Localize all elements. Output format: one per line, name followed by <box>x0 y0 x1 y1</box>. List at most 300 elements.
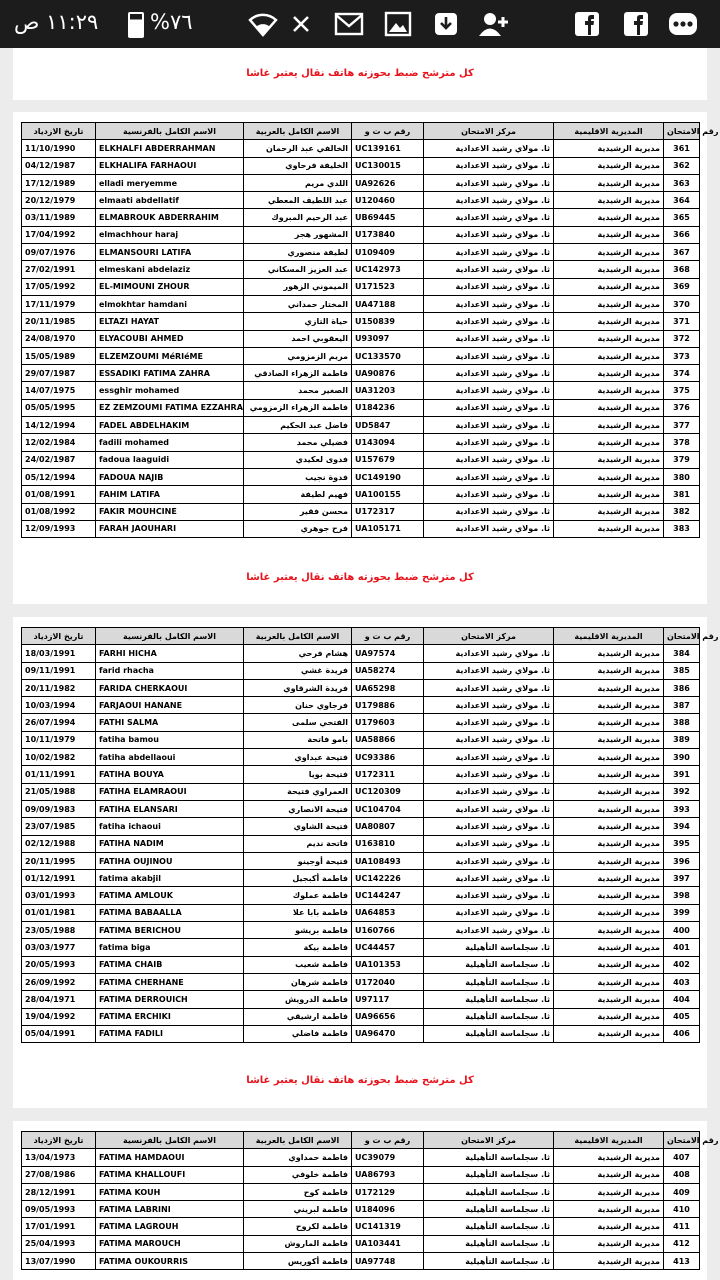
exam-center-cell: ثا. سجلماسة التأهيلية <box>424 973 554 990</box>
name-fr-cell: elmaati abdellatif <box>96 192 244 209</box>
directorate-cell: مديرية الرشيدية <box>554 679 664 696</box>
exam-center-cell: ثا. سجلماسة التأهيلية <box>424 1218 554 1235</box>
name-ar-cell: فاطمة عملوك <box>244 887 352 904</box>
exam-center-cell: ثا. مولاي رشيد الاعدادية <box>424 904 554 921</box>
code-cell: UC149190 <box>352 468 424 485</box>
name-fr-cell: FATIMA KHALLOUFI <box>96 1166 244 1183</box>
add-user-icon <box>479 10 509 38</box>
directorate-cell: مديرية الرشيدية <box>554 818 664 835</box>
header-center: مركز الامتحان <box>424 628 554 645</box>
code-cell: UC39079 <box>352 1149 424 1166</box>
directorate-cell: مديرية الرشيدية <box>554 1025 664 1042</box>
name-ar-cell: حياة التازي <box>244 313 352 330</box>
header-date: تاريخ الازدياد <box>22 628 96 645</box>
exam-number-cell: 410 <box>664 1201 700 1218</box>
directorate-cell: مديرية الرشيدية <box>554 209 664 226</box>
name-fr-cell: FATIMA MAROUCH <box>96 1235 244 1252</box>
code-cell: UA86793 <box>352 1166 424 1183</box>
exam-center-cell: ثا. مولاي رشيد الاعدادية <box>424 503 554 520</box>
directorate-cell: مديرية الرشيدية <box>554 382 664 399</box>
directorate-cell: مديرية الرشيدية <box>554 451 664 468</box>
directorate-cell: مديرية الرشيدية <box>554 1235 664 1252</box>
table-row <box>22 800 700 817</box>
header-center: مركز الامتحان <box>424 123 554 140</box>
birth-date-cell: 17/12/1989 <box>22 174 96 191</box>
exam-center-cell: ثا. سجلماسة التأهيلية <box>424 1166 554 1183</box>
birth-date-cell: 14/12/1994 <box>22 417 96 434</box>
table-row <box>22 870 700 887</box>
directorate-cell: مديرية الرشيدية <box>554 973 664 990</box>
code-cell: U93097 <box>352 330 424 347</box>
exam-center-cell: ثا. مولاي رشيد الاعدادية <box>424 697 554 714</box>
code-cell: U172040 <box>352 973 424 990</box>
exam-number-cell: 375 <box>664 382 700 399</box>
directorate-cell: مديرية الرشيدية <box>554 645 664 662</box>
name-ar-cell: فرجاوي حنان <box>244 697 352 714</box>
name-ar-cell: فاطمة حمداوي <box>244 1149 352 1166</box>
birth-date-cell: 05/04/1991 <box>22 1025 96 1042</box>
exam-number-cell: 370 <box>664 295 700 312</box>
birth-date-cell: 26/07/1994 <box>22 714 96 731</box>
directorate-cell: مديرية الرشيدية <box>554 697 664 714</box>
name-ar-cell: فاطمة شرهان <box>244 973 352 990</box>
exam-number-cell: 372 <box>664 330 700 347</box>
name-ar-cell: فتيحة بويا <box>244 766 352 783</box>
battery-icon <box>128 12 144 38</box>
header-exam-no: رقم الامتحان <box>664 1132 700 1149</box>
table-row <box>22 278 700 295</box>
table-row <box>22 731 700 748</box>
name-ar-cell: اللدي مريم <box>244 174 352 191</box>
table-row <box>22 973 700 990</box>
header-name-fr: الاسم الكامل بالفرنسية <box>96 123 244 140</box>
notice-text: كل مترشح ضبط بحوزته هاتف نقال يعتبر غاشا <box>246 572 474 583</box>
name-fr-cell: FATIMA DERROUICH <box>96 991 244 1008</box>
code-cell: UC139161 <box>352 140 424 157</box>
birth-date-cell: 17/01/1991 <box>22 1218 96 1235</box>
directorate-cell: مديرية الرشيدية <box>554 157 664 174</box>
exam-center-cell: ثا. مولاي رشيد الاعدادية <box>424 434 554 451</box>
name-ar-cell: فاطمة فاضلي <box>244 1025 352 1042</box>
table-row <box>22 991 700 1008</box>
exam-center-cell: ثا. مولاي رشيد الاعدادية <box>424 818 554 835</box>
gmail-icon <box>334 10 364 38</box>
birth-date-cell: 10/03/1994 <box>22 697 96 714</box>
birth-date-cell: 01/11/1991 <box>22 766 96 783</box>
exam-center-cell: ثا. مولاي رشيد الاعدادية <box>424 731 554 748</box>
exam-number-cell: 371 <box>664 313 700 330</box>
name-fr-cell: elmokhtar hamdani <box>96 295 244 312</box>
directorate-cell: مديرية الرشيدية <box>554 174 664 191</box>
header-exam-no: رقم الامتحان <box>664 628 700 645</box>
exam-center-cell: ثا. مولاي رشيد الاعدادية <box>424 800 554 817</box>
header-directorate: المديرية الاقليمية <box>554 123 664 140</box>
name-ar-cell: عبد الرحيم المبروك <box>244 209 352 226</box>
name-fr-cell: FATIMA BABAALLA <box>96 904 244 921</box>
name-fr-cell: fatiha bamou <box>96 731 244 748</box>
header-code: رقم ب ت و <box>352 628 424 645</box>
exam-number-cell: 389 <box>664 731 700 748</box>
exam-number-cell: 369 <box>664 278 700 295</box>
table-row <box>22 1218 700 1235</box>
birth-date-cell: 27/08/1986 <box>22 1166 96 1183</box>
code-cell: UC93386 <box>352 749 424 766</box>
exam-center-cell: ثا. سجلماسة التأهيلية <box>424 1025 554 1042</box>
table-row <box>22 783 700 800</box>
code-cell: U157679 <box>352 451 424 468</box>
birth-date-cell: 11/10/1990 <box>22 140 96 157</box>
exam-center-cell: ثا. مولاي رشيد الاعدادية <box>424 645 554 662</box>
document-page <box>13 48 707 100</box>
exam-center-cell: ثا. مولاي رشيد الاعدادية <box>424 226 554 243</box>
exam-center-cell: ثا. مولاي رشيد الاعدادية <box>424 174 554 191</box>
exam-number-cell: 388 <box>664 714 700 731</box>
exam-center-cell: ثا. مولاي رشيد الاعدادية <box>424 417 554 434</box>
directorate-cell: مديرية الرشيدية <box>554 486 664 503</box>
name-ar-cell: فاطمة ارشيقي <box>244 1008 352 1025</box>
name-fr-cell: FATIMA CHERHANE <box>96 973 244 990</box>
directorate-cell: مديرية الرشيدية <box>554 783 664 800</box>
header-name-fr: الاسم الكامل بالفرنسية <box>96 628 244 645</box>
name-ar-cell: محسن فقير <box>244 503 352 520</box>
directorate-cell: مديرية الرشيدية <box>554 278 664 295</box>
code-cell: UA90876 <box>352 365 424 382</box>
name-fr-cell: FATIHA ELANSARI <box>96 800 244 817</box>
birth-date-cell: 21/05/1988 <box>22 783 96 800</box>
exam-center-cell: ثا. مولاي رشيد الاعدادية <box>424 451 554 468</box>
birth-date-cell: 20/11/1995 <box>22 852 96 869</box>
directorate-cell: مديرية الرشيدية <box>554 313 664 330</box>
name-fr-cell: fatiha abdellaoui <box>96 749 244 766</box>
code-cell: U173840 <box>352 226 424 243</box>
name-ar-cell: هشام فرحي <box>244 645 352 662</box>
name-ar-cell: فضيلي محمد <box>244 434 352 451</box>
birth-date-cell: 19/04/1992 <box>22 1008 96 1025</box>
name-fr-cell: FARIDA CHERKAOUI <box>96 679 244 696</box>
name-fr-cell: FATIMA CHAIB <box>96 956 244 973</box>
name-ar-cell: اليعقوبي احمد <box>244 330 352 347</box>
birth-date-cell: 26/09/1992 <box>22 973 96 990</box>
exam-number-cell: 378 <box>664 434 700 451</box>
directorate-cell: مديرية الرشيدية <box>554 226 664 243</box>
name-fr-cell: FATIMA AMLOUK <box>96 887 244 904</box>
exam-center-cell: ثا. مولاي رشيد الاعدادية <box>424 870 554 887</box>
directorate-cell: مديرية الرشيدية <box>554 1183 664 1200</box>
birth-date-cell: 01/01/1981 <box>22 904 96 921</box>
name-ar-cell: الخالفي عبد الرحمان <box>244 140 352 157</box>
birth-date-cell: 24/02/1987 <box>22 451 96 468</box>
document-page <box>13 617 719 1108</box>
directorate-cell: مديرية الرشيدية <box>554 347 664 364</box>
exam-center-cell: ثا. مولاي رشيد الاعدادية <box>424 714 554 731</box>
download-icon <box>431 10 461 38</box>
name-ar-cell: الميموني الزهور <box>244 278 352 295</box>
directorate-cell: مديرية الرشيدية <box>554 870 664 887</box>
table-row <box>22 939 700 956</box>
code-cell: U184236 <box>352 399 424 416</box>
header-code: رقم ب ت و <box>352 123 424 140</box>
birth-date-cell: 20/11/1985 <box>22 313 96 330</box>
table-row <box>22 1201 700 1218</box>
table-row <box>22 1008 700 1025</box>
table-row <box>22 209 700 226</box>
name-ar-cell: فاطمة الدرويش <box>244 991 352 1008</box>
exam-center-cell: ثا. مولاي رشيد الاعدادية <box>424 244 554 261</box>
name-fr-cell: FARHI HICHA <box>96 645 244 662</box>
birth-date-cell: 15/05/1989 <box>22 347 96 364</box>
table-row <box>22 1149 700 1166</box>
exam-number-cell: 411 <box>664 1218 700 1235</box>
directorate-cell: مديرية الرشيدية <box>554 434 664 451</box>
directorate-cell: مديرية الرشيدية <box>554 956 664 973</box>
table-row <box>22 1183 700 1200</box>
header-code: رقم ب ت و <box>352 1132 424 1149</box>
birth-date-cell: 05/12/1994 <box>22 468 96 485</box>
name-ar-cell: فتيحة الانصاري <box>244 800 352 817</box>
birth-date-cell: 23/05/1988 <box>22 922 96 939</box>
code-cell: UA64853 <box>352 904 424 921</box>
exam-number-cell: 397 <box>664 870 700 887</box>
code-cell: UA47188 <box>352 295 424 312</box>
table-row <box>22 140 700 157</box>
exam-center-cell: ثا. مولاي رشيد الاعدادية <box>424 922 554 939</box>
birth-date-cell: 09/07/1976 <box>22 244 96 261</box>
exam-number-cell: 366 <box>664 226 700 243</box>
exam-center-cell: ثا. مولاي رشيد الاعدادية <box>424 887 554 904</box>
birth-date-cell: 10/02/1982 <box>22 749 96 766</box>
table-header-row <box>22 123 700 140</box>
birth-date-cell: 03/03/1977 <box>22 939 96 956</box>
code-cell: UA31203 <box>352 382 424 399</box>
code-cell: UA108493 <box>352 852 424 869</box>
birth-date-cell: 18/03/1991 <box>22 645 96 662</box>
exam-number-cell: 413 <box>664 1253 700 1270</box>
exam-number-cell: 361 <box>664 140 700 157</box>
directorate-cell: مديرية الرشيدية <box>554 922 664 939</box>
name-fr-cell: fatiha ichaoui <box>96 818 244 835</box>
exam-center-cell: ثا. سجلماسة التأهيلية <box>424 956 554 973</box>
birth-date-cell: 09/05/1993 <box>22 1201 96 1218</box>
directorate-cell: مديرية الرشيدية <box>554 1253 664 1270</box>
birth-date-cell: 03/11/1989 <box>22 209 96 226</box>
code-cell: UC130015 <box>352 157 424 174</box>
name-ar-cell: مريم الزمزومي <box>244 347 352 364</box>
exam-center-cell: ثا. مولاي رشيد الاعدادية <box>424 261 554 278</box>
exam-center-cell: ثا. مولاي رشيد الاعدادية <box>424 278 554 295</box>
table-header-row <box>22 1132 700 1149</box>
code-cell: UA97574 <box>352 645 424 662</box>
directorate-cell: مديرية الرشيدية <box>554 417 664 434</box>
name-ar-cell: فاطمة كوح <box>244 1183 352 1200</box>
status-bar <box>0 0 720 48</box>
code-cell: UA96656 <box>352 1008 424 1025</box>
table-row <box>22 417 700 434</box>
name-ar-cell: فاطمة بابا علا <box>244 904 352 921</box>
name-fr-cell: FATIHA OUJINOU <box>96 852 244 869</box>
table-row <box>22 486 700 503</box>
exam-center-cell: ثا. مولاي رشيد الاعدادية <box>424 399 554 416</box>
code-cell: U172317 <box>352 503 424 520</box>
code-cell: UA80807 <box>352 818 424 835</box>
more-icon <box>668 10 698 38</box>
birth-date-cell: 01/08/1992 <box>22 503 96 520</box>
table-row <box>22 1253 700 1270</box>
name-ar-cell: فاطمة الزهراء الزمزومي <box>244 399 352 416</box>
exam-center-cell: ثا. مولاي رشيد الاعدادية <box>424 192 554 209</box>
exam-center-cell: ثا. مولاي رشيد الاعدادية <box>424 330 554 347</box>
directorate-cell: مديرية الرشيدية <box>554 365 664 382</box>
code-cell: UA97748 <box>352 1253 424 1270</box>
directorate-cell: مديرية الرشيدية <box>554 261 664 278</box>
name-ar-cell: الفتحي سلمى <box>244 714 352 731</box>
name-fr-cell: FATIMA LABRINI <box>96 1201 244 1218</box>
birth-date-cell: 20/11/1982 <box>22 679 96 696</box>
header-date: تاريخ الازدياد <box>22 123 96 140</box>
name-fr-cell: FATHI SALMA <box>96 714 244 731</box>
exam-center-cell: ثا. مولاي رشيد الاعدادية <box>424 468 554 485</box>
code-cell: UC44457 <box>352 939 424 956</box>
code-cell: UA103441 <box>352 1235 424 1252</box>
exam-number-cell: 368 <box>664 261 700 278</box>
exam-center-cell: ثا. مولاي رشيد الاعدادية <box>424 662 554 679</box>
table-row <box>22 887 700 904</box>
name-ar-cell: العمراوي فتيحة <box>244 783 352 800</box>
exam-number-cell: 365 <box>664 209 700 226</box>
name-ar-cell: فاضل عبد الحكيم <box>244 417 352 434</box>
name-fr-cell: FADEL ABDELHAKIM <box>96 417 244 434</box>
birth-date-cell: 14/07/1975 <box>22 382 96 399</box>
header-center: مركز الامتحان <box>424 1132 554 1149</box>
clock: ١١:٢٩ ص <box>14 10 99 34</box>
table-row <box>22 503 700 520</box>
birth-date-cell: 01/12/1991 <box>22 870 96 887</box>
name-ar-cell: لطيفة منصوري <box>244 244 352 261</box>
table-row <box>22 192 700 209</box>
name-fr-cell: fatima akabjil <box>96 870 244 887</box>
table-row <box>22 520 700 537</box>
directorate-cell: مديرية الرشيدية <box>554 749 664 766</box>
birth-date-cell: 09/11/1991 <box>22 662 96 679</box>
table-header-row <box>22 628 700 645</box>
exam-number-cell: 399 <box>664 904 700 921</box>
table-row <box>22 645 700 662</box>
code-cell: UC133570 <box>352 347 424 364</box>
name-fr-cell: FATIHA NADIM <box>96 835 244 852</box>
exam-center-cell: ثا. سجلماسة التأهيلية <box>424 939 554 956</box>
directorate-cell: مديرية الرشيدية <box>554 503 664 520</box>
exam-center-cell: ثا. مولاي رشيد الاعدادية <box>424 852 554 869</box>
exam-center-cell: ثا. مولاي رشيد الاعدادية <box>424 365 554 382</box>
code-cell: U120460 <box>352 192 424 209</box>
birth-date-cell: 27/02/1991 <box>22 261 96 278</box>
exam-number-cell: 377 <box>664 417 700 434</box>
table-row <box>22 174 700 191</box>
exam-number-cell: 385 <box>664 662 700 679</box>
header-date: تاريخ الازدياد <box>22 1132 96 1149</box>
exam-center-cell: ثا. مولاي رشيد الاعدادية <box>424 783 554 800</box>
directorate-cell: مديرية الرشيدية <box>554 939 664 956</box>
birth-date-cell: 09/09/1983 <box>22 800 96 817</box>
name-fr-cell: ELKHALFI ABDERRAHMAN <box>96 140 244 157</box>
directorate-cell: مديرية الرشيدية <box>554 244 664 261</box>
exam-center-cell: ثا. مولاي رشيد الاعدادية <box>424 486 554 503</box>
table-row <box>22 852 700 869</box>
code-cell: U172129 <box>352 1183 424 1200</box>
name-ar-cell: فاطمة لبريني <box>244 1201 352 1218</box>
code-cell: UA105171 <box>352 520 424 537</box>
table-row <box>22 956 700 973</box>
code-cell: U143094 <box>352 434 424 451</box>
exam-number-cell: 380 <box>664 468 700 485</box>
code-cell: UA96470 <box>352 1025 424 1042</box>
exam-number-cell: 402 <box>664 956 700 973</box>
birth-date-cell: 17/11/1979 <box>22 295 96 312</box>
name-ar-cell: الخليفة فرحاوي <box>244 157 352 174</box>
directorate-cell: مديرية الرشيدية <box>554 399 664 416</box>
table-row <box>22 295 700 312</box>
exam-center-cell: ثا. مولاي رشيد الاعدادية <box>424 679 554 696</box>
name-fr-cell: ELYACOUBI AHMED <box>96 330 244 347</box>
birth-date-cell: 17/04/1992 <box>22 226 96 243</box>
exam-number-cell: 407 <box>664 1149 700 1166</box>
name-fr-cell: ELMABROUK ABDERRAHIM <box>96 209 244 226</box>
table-row <box>22 1025 700 1042</box>
directorate-cell: مديرية الرشيدية <box>554 192 664 209</box>
directorate-cell: مديرية الرشيدية <box>554 1149 664 1166</box>
exam-center-cell: ثا. سجلماسة التأهيلية <box>424 1183 554 1200</box>
exam-number-cell: 384 <box>664 645 700 662</box>
exam-number-cell: 408 <box>664 1166 700 1183</box>
name-fr-cell: ELKHALIFA FARHAOUI <box>96 157 244 174</box>
name-ar-cell: فاطمة الماروش <box>244 1235 352 1252</box>
name-fr-cell: elmachhour haraj <box>96 226 244 243</box>
directorate-cell: مديرية الرشيدية <box>554 887 664 904</box>
exam-center-cell: ثا. سجلماسة التأهيلية <box>424 1149 554 1166</box>
birth-date-cell: 04/12/1987 <box>22 157 96 174</box>
notice-text: كل مترشح ضبط بحوزته هاتف نقال يعتبر غاشا <box>246 1075 474 1086</box>
birth-date-cell: 20/12/1979 <box>22 192 96 209</box>
code-cell: UA92626 <box>352 174 424 191</box>
directorate-cell: مديرية الرشيدية <box>554 714 664 731</box>
exam-number-cell: 383 <box>664 520 700 537</box>
name-ar-cell: فريدة غشي <box>244 662 352 679</box>
birth-date-cell: 28/12/1991 <box>22 1183 96 1200</box>
exam-number-cell: 391 <box>664 766 700 783</box>
directorate-cell: مديرية الرشيدية <box>554 852 664 869</box>
table-row <box>22 818 700 835</box>
directorate-cell: مديرية الرشيدية <box>554 766 664 783</box>
table-row <box>22 382 700 399</box>
name-ar-cell: فاطمة بيكة <box>244 939 352 956</box>
name-fr-cell: FATIHA ELAMRAOUI <box>96 783 244 800</box>
table-row <box>22 347 700 364</box>
exam-number-cell: 409 <box>664 1183 700 1200</box>
exam-number-cell: 393 <box>664 800 700 817</box>
exam-center-cell: ثا. سجلماسة التأهيلية <box>424 1235 554 1252</box>
name-ar-cell: فهيم لطيفة <box>244 486 352 503</box>
exam-center-cell: ثا. سجلماسة التأهيلية <box>424 991 554 1008</box>
close-icon <box>286 10 316 38</box>
directorate-cell: مديرية الرشيدية <box>554 991 664 1008</box>
code-cell: UC142973 <box>352 261 424 278</box>
birth-date-cell: 13/04/1973 <box>22 1149 96 1166</box>
candidates-table <box>21 627 719 1043</box>
exam-number-cell: 412 <box>664 1235 700 1252</box>
document-page <box>13 112 719 604</box>
name-ar-cell: فريدة الشرقاوي <box>244 679 352 696</box>
exam-number-cell: 373 <box>664 347 700 364</box>
notice-text: كل مترشح ضبط بحوزته هاتف نقال يعتبر غاشا <box>246 68 474 79</box>
